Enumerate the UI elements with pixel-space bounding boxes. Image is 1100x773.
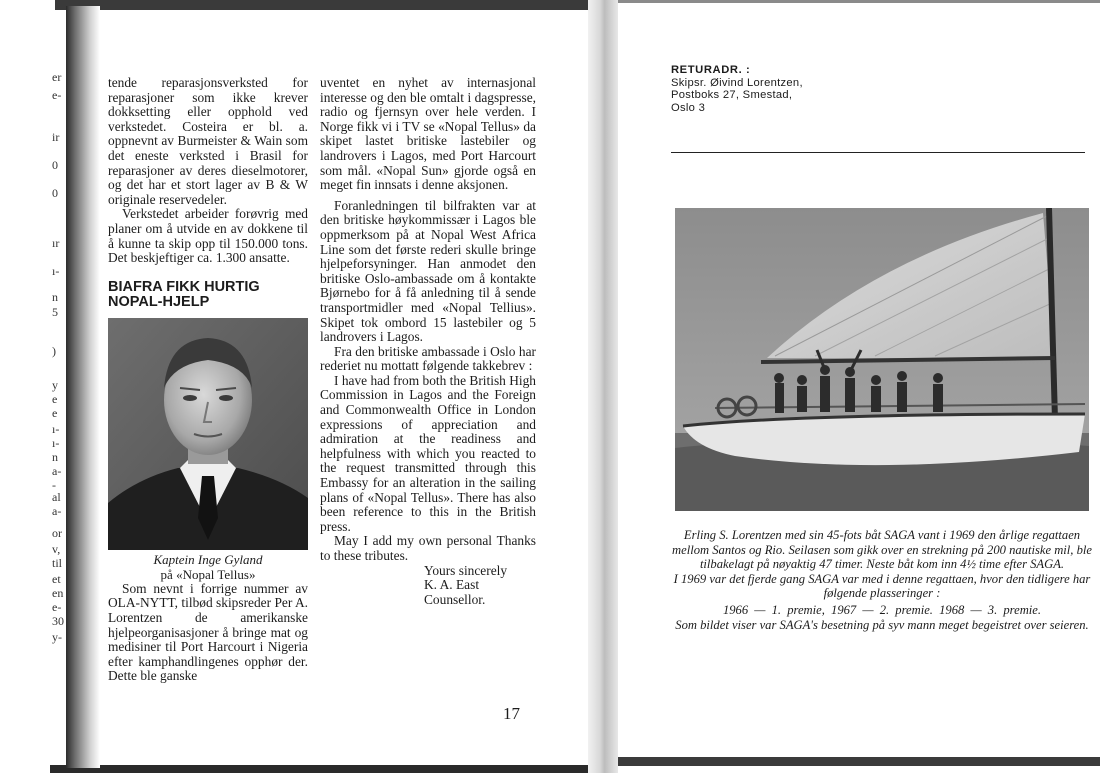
letter-paragraph: I have had from both the British High Commission in Lagos and the Foreign and Commonwealth Office in London expressions of appreciation and admiration at the readiness and helpfulness with which you reacted to the request transmitted through this Embassy for an alteration in the sailing plans of «Nopal Tellus». There has also been reference to this in the British press. bbox=[320, 372, 536, 534]
portrait-illustration bbox=[108, 318, 308, 550]
article-column-2 bbox=[320, 76, 536, 607]
fragment: v, bbox=[52, 542, 61, 556]
paragraph: tende reparasjonsverksted for reparasjoner som ikke krever dokksetting eller opphold ved verkstedet. Costeira er bl. a. oppnevnt av Burmeister & Wain som det eneste verksted i Brasil for reparasjoner av deres dieselmotorer, og det har et stort lager av B & W originale reservedeler. bbox=[108, 75, 308, 207]
scan-edge-bottom-right bbox=[618, 757, 1100, 766]
fragment: ı- bbox=[52, 264, 60, 278]
fragment: e- bbox=[52, 88, 62, 102]
fragment: 5 bbox=[52, 305, 58, 319]
previous-page-fragments bbox=[0, 60, 66, 680]
fragment: ı- bbox=[52, 422, 60, 436]
fragment: 0 bbox=[52, 158, 58, 172]
caption-paragraph: I 1969 var det fjerde gang SAGA var med i denne regattaen, hvor den tidligere har følgende plasseringer : bbox=[673, 571, 1091, 601]
fragment: ı- bbox=[52, 436, 60, 450]
return-address bbox=[671, 64, 803, 114]
caption-placings: 1966 — 1. premie, 1967 — 2. premie. 1968 — 3. premie. bbox=[722, 602, 1042, 617]
address-line: Oslo 3 bbox=[671, 101, 706, 114]
fragment: ) bbox=[52, 344, 56, 358]
return-label: RETURADR. : bbox=[671, 64, 751, 76]
sign-name: K. A. East bbox=[424, 577, 480, 593]
caption-ship: på «Nopal Tellus» bbox=[160, 566, 256, 582]
fragment: or bbox=[52, 526, 62, 540]
fragment: til bbox=[52, 556, 63, 570]
heading-line: NOPAL-HJELP bbox=[108, 293, 210, 310]
fragment: e bbox=[52, 406, 58, 420]
fragment: a- bbox=[52, 504, 62, 518]
scan-edge-top bbox=[55, 0, 605, 10]
fragment: y bbox=[52, 378, 58, 392]
fragment: en bbox=[52, 586, 64, 600]
fragment: 30 bbox=[52, 614, 64, 628]
portrait-photo bbox=[108, 318, 308, 550]
sailboat-photo bbox=[675, 208, 1089, 511]
sign-closing: Yours sincerely bbox=[424, 562, 508, 578]
address-line: Postboks 27, Smestad, bbox=[671, 89, 793, 101]
fragment: 0 bbox=[52, 186, 58, 200]
caption-paragraph: Erling S. Lorentzen med sin 45-fots båt SAGA vant i 1969 den årlige regattaen mellom Santos og Rio. Seilasen som gikk over en strekning på 200 nautiske mil, ble tilbakelagt på nøyaktig 47 timer. Neste båt kom inn 4½ time efter SAGA. bbox=[672, 528, 1092, 572]
heading-line: BIAFRA FIKK HURTIG bbox=[108, 278, 260, 295]
paragraph: Foranledningen til bilfrakten var at den britiske høykommissær i Lagos ble oppmerksom på at Nopal West Africa Line som det første rederi skulle bringe hjelpeforsyninger. Han anmodet den britiske Oslo-ambassade om å kontakte Bjørnebo for å få anledning til å sende transportmidler med «Nopal Tellius». Skipet tok ombord 15 lastebiler og 5 landrovers i Lagos. bbox=[320, 197, 536, 345]
sign-title: Counsellor. bbox=[424, 591, 486, 607]
letter-paragraph: May I add my own personal Thanks to these tributes. bbox=[320, 533, 536, 563]
paragraph: Som nevnt i forrige nummer av OLA-NYTT, tilbød skipsreder Per A. Lorentzen de amerikanske hjelpeorganisasjoner å bringe mat og medisiner til Port Harcourt i Nigeria efter kamphandlingenes opphør der. Dette ble ganske bbox=[108, 580, 308, 684]
page-number: 17 bbox=[503, 704, 520, 723]
fragment: e- bbox=[52, 600, 62, 614]
fragment: er bbox=[52, 70, 62, 84]
photo-caption bbox=[672, 528, 1092, 632]
address-line: Skipsr. Øivind Lorentzen, bbox=[671, 76, 803, 89]
fragment: n bbox=[52, 450, 58, 464]
article-column-1 bbox=[108, 76, 308, 684]
scan-edge-top-right bbox=[618, 0, 1100, 3]
letter-signature bbox=[320, 564, 536, 608]
paragraph: Verkstedet arbeider forøvrig med planer om å utvide en av dokkene til å kunne ta skip opp til 150.000 tons. Det beskjeftiger ca. 1.300 ansatte. bbox=[108, 206, 308, 266]
paragraph: uventet en nyhet av internasjonal interesse og den ble omtalt i dagspresse, radio og fjernsyn over hele verden. I Norge fikk vi i TV se «Nopal Tellus» da skipet lastet britiske lastebiler og landrovers i Lagos, med Port Harcourt som mål. «Nopal Sun» gjorde også en meget fin innsats i denne aksjonen. bbox=[320, 75, 536, 193]
section-heading bbox=[108, 280, 308, 310]
caption-name: Kaptein Inge Gyland bbox=[153, 551, 263, 567]
fragment: e bbox=[52, 392, 58, 406]
fragment: a- bbox=[52, 464, 62, 478]
fragment: n bbox=[52, 290, 58, 304]
page-gutter-shadow bbox=[66, 6, 100, 768]
book-spine bbox=[588, 0, 618, 773]
fragment: y- bbox=[52, 630, 62, 644]
paragraph: Fra den britiske ambassade i Oslo har rederiet nu mottatt følgende takkebrev : bbox=[320, 343, 536, 374]
portrait-caption bbox=[108, 552, 308, 582]
fragment: - bbox=[52, 478, 56, 492]
fragment: et bbox=[52, 572, 61, 586]
fragment: ır bbox=[52, 236, 60, 250]
horizontal-rule bbox=[671, 152, 1085, 153]
caption-paragraph: Som bildet viser var SAGA's besetning på syv mann meget begeistret over seieren. bbox=[675, 617, 1089, 632]
scan-edge-bottom bbox=[50, 765, 605, 773]
fragment: ir bbox=[52, 130, 60, 144]
sailboat-illustration bbox=[675, 208, 1089, 511]
fragment: al bbox=[52, 490, 61, 504]
